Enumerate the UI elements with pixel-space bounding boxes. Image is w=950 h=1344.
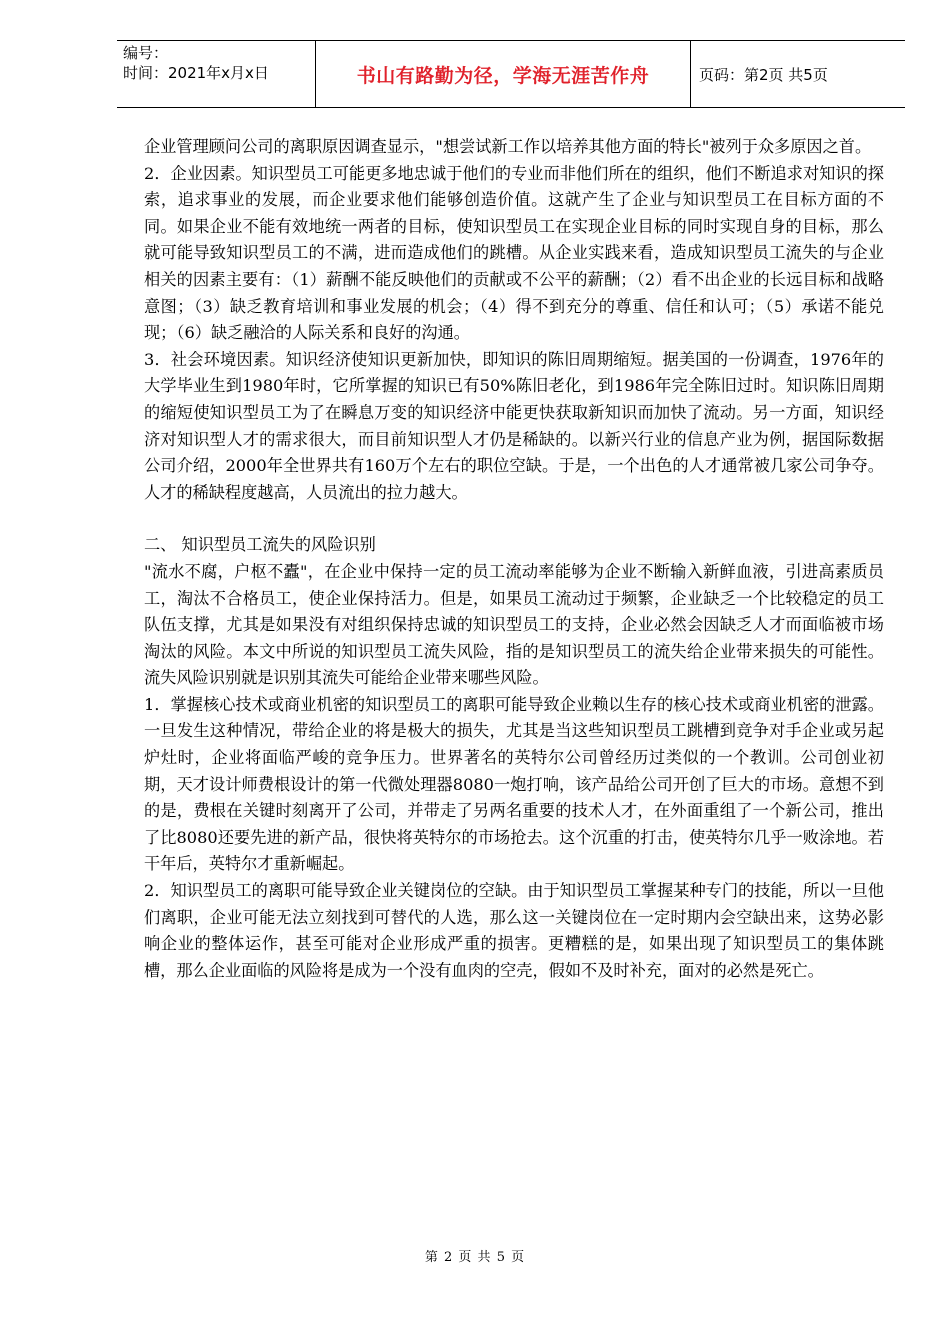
page-header — [117, 40, 905, 108]
header-meta — [117, 41, 316, 107]
section-title: 二、 知识型员工流失的风险识别 — [144, 535, 376, 555]
paragraph: 企业管理顾问公司的离职原因调查显示，"想尝试新工作以培养其他方面的特长"被列于众多原因之首。 — [144, 137, 872, 156]
paragraph: 2．知识型员工的离职可能导致企业关键岗位的空缺。由于知识型员工掌握某种专门的技能，所以一旦他们离职，企业可能无法立刻找到可替代的人选，那么这一关键岗位在一定时期内会空缺出来，这势必影响企业的整体运作，甚至可能对企业形成严重的损害。更糟糕的是，如果出现了知识型员工的集体跳槽，那么企业面临的风险将是成为一个没有血肉的空壳，假如不及时补充，面对的必然是死亡。 — [144, 881, 884, 980]
document-body — [144, 134, 884, 984]
header-page-info: 页码：第2页 共5页 — [699, 65, 828, 84]
time-label: 时间：2021年x月x日 — [123, 64, 269, 82]
page-footer: 第 2 页 共 5 页 — [424, 1250, 526, 1265]
paragraph: "流水不腐，户枢不蠹"，在企业中保持一定的员工流动率能够为企业不断输入新鲜血液，引进高素质员工，淘汰不合格员工，使企业保持活力。但是，如果员工流动过于频繁，企业缺乏一个比较稳定的员工队伍支撑，尤其是如果没有对组织保持忠诚的知识型员工的支持，企业必然会因缺乏人才而面临被市场淘汰的风险。本文中所说的知识型员工流失风险，指的是知识型员工的流失给企业带来损失的可能性。流失风险识别就是识别其流失可能给企业带来哪些风险。 — [144, 561, 884, 688]
paragraph: 2．企业因素。知识型员工可能更多地忠诚于他们的专业而非他们所在的组织，他们不断追求对知识的探索，追求事业的发展，而企业要求他们能够创造价值。这就产生了企业与知识型员工在目标方面的不同。如果企业不能有效地统一两者的目标，使知识型员工在实现企业目标的同时实现自身的目标，那么就可能导致知识型员工的不满，进而造成他们的跳槽。从企业实践来看，造成知识型员工流失的与企业相关的因素主要有：（1）薪酬不能反映他们的贡献或不公平的薪酬；（2）看不出企业的长远目标和战略意图；（3）缺乏教育培训和事业发展的机会；（4）得不到充分的尊重、信任和认可；（5）承诺不能兑现；（6）缺乏融洽的人际关系和良好的沟通。 — [144, 163, 884, 343]
paragraph: 1．掌握核心技术或商业机密的知识型员工的离职可能导致企业赖以生存的核心技术或商业机密的泄露。一旦发生这种情况，带给企业的将是极大的损失，尤其是当这些知识型员工跳槽到竞争对手企业或另起炉灶时，企业将面临严峻的竞争压力。世界著名的英特尔公司曾经历过类似的一个教训。公司创业初期，天才设计师费根设计的第一代微处理器8080一炮打响，该产品给公司开创了巨大的市场。意想不到的是，费根在关键时刻离开了公司，并带走了另两名重要的技术人才，在外面重组了一个新公司，推出了比8080还要先进的新产品，很快将英特尔的市场抢去。这个沉重的打击，使英特尔几乎一败涂地。若干年后，英特尔才重新崛起。 — [144, 694, 884, 874]
number-label: 编号： — [123, 44, 169, 62]
header-motto: 书山有路勤为径，学海无涯苦作舟 — [316, 41, 691, 107]
paragraph: 3．社会环境因素。知识经济使知识更新加快，即知识的陈旧周期缩短。据美国的一份调查，1976年的大学毕业生到1980年时，它所掌握的知识已有50%陈旧老化，到1986年完全陈旧过时。知识陈旧周期的缩短使知识型员工为了在瞬息万变的知识经济中能更快获取新知识而加快了流动。另一方面，知识经济对知识型人才的需求很大，而目前知识型人才仍是稀缺的。以新兴行业的信息产业为例，据国际数据公司介绍，2000年全世界共有160万个左右的职位空缺。于是，一个出色的人才通常被几家公司争夺。人才的稀缺程度越高，人员流出的拉力越大。 — [144, 349, 884, 502]
